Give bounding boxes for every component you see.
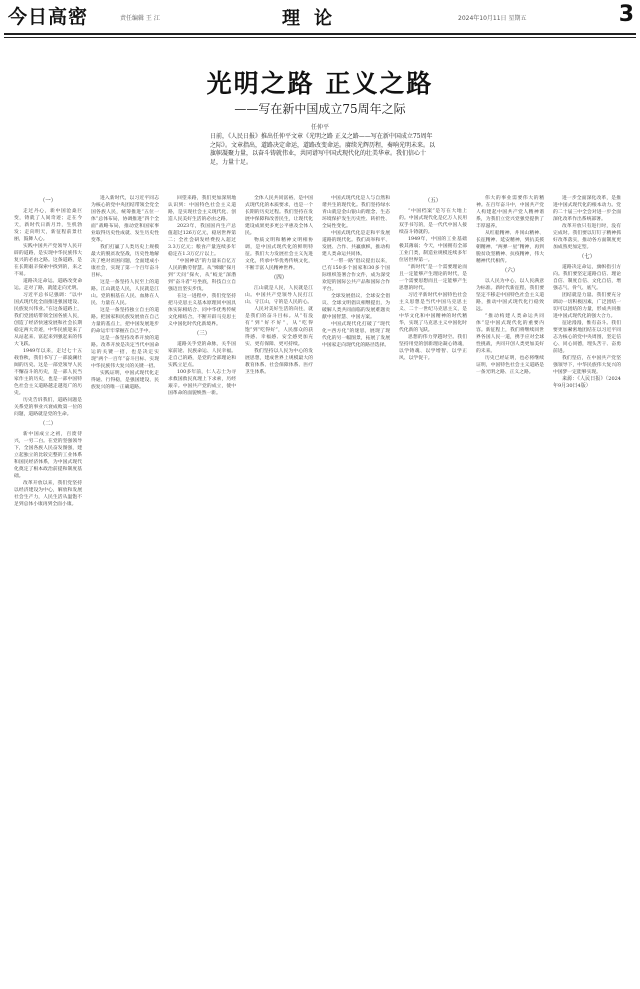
paragraph: 全球发展倡议、全球安全倡议、全球文明倡议相继提出，为破解人类共同面临的发展难题贡献中国智慧、中国方案。 [322,294,390,320]
text-column-7 [476,195,544,975]
paragraph: 团结就是力量。我们要充分调动一切积极因素，广泛团结一切可以团结的力量，形成共同推进中国式现代化的强大合力。 [553,293,621,319]
section-heading: （四） [270,275,288,281]
article-title: 光明之路 正义之路 [206,69,434,98]
article-subtitle: ——写在新中国成立75周年之际 [234,102,406,116]
section-heading: （二） [39,421,57,427]
article-author: 任仲平 [310,124,329,131]
paragraph: 道路决定命运。道路改变命运。走对了路，就能走向光明。 [14,279,82,291]
paragraph: 道路决定命运，旗帜指引方向。我们要坚定道路自信、理论自信、制度自信、文化自信，增强志气、骨气、底气。 [553,265,621,291]
paragraph: 江山就是人民，人民就是江山。中国共产党领导人民打江山、守江山，守的是人民的心。 [245,286,313,305]
paragraph: 物质文明和精神文明相协调，是中国式现代化的鲜明特征。我们大力发展社会主义先进文化，传承中华优秀传统文化，不断丰富人民精神世界。 [245,238,313,271]
article-source: 来源：《人民日报》（2024年9月30日4版） [553,376,621,389]
section-heading: （七） [578,254,596,260]
paragraph: “新时代”是一个需要理论而且一定能够产生理论的时代，是一个需要思想而且一定能够产生思想的时代。 [399,265,467,291]
paragraph: 实践中国共产党领导人民开辟的道路，是实现中华民族伟大复兴的必由之路。这条道路，是在长期艰辛探索中找到的，来之不易。 [14,244,82,277]
section-heading: （六） [501,268,519,274]
paragraph: 从红船精神、井冈山精神、长征精神、延安精神，到抗美援朝精神、“两弹一星”精神，再到脱贫攻坚精神、抗疫精神，伟大精神代代相传。 [476,231,544,264]
paragraph: 人民对美好生活的向往，就是我们的奋斗目标。从“有没有”到“好不好”，从“吃得饱”到“吃得好”，人民群众的获得感、幸福感、安全感更加充实、更有保障、更可持续。 [245,307,313,347]
paragraph: “推动构建人类命运共同体”是中国式现代化的重要内容。新征程上，我们将继续同世界各国人民一道，携手应对全球性挑战，共同开创人类更加美好的未来。 [476,314,544,354]
paragraph: “中国神话”的力量来自亿万人民的勤劳智慧。从“嫦娥”探月到“天问”探火，从“蛟龙”深潜到“奋斗者”号坐底，科技自立自强迈出坚实步伐。 [168,259,236,292]
header-rule-thin [4,37,636,38]
paragraph: 我们坚持以人民为中心的发展思想，建成世界上规模最大的教育体系、社会保障体系、医疗卫生体系。 [245,349,313,375]
paragraph: 我们打赢了人类历史上规模最大的脱贫攻坚战，历史性地解决了绝对贫困问题，全面建成小康社会，实现了第一个百年奋斗目标。 [91,245,159,278]
paragraph: 这是一条坚持人民至上的道路。江山就是人民，人民就是江山。党的根基在人民、血脉在人民、力量在人民。 [91,280,159,306]
paragraph: 征途漫漫，惟有奋斗。我们要更加紧密地团结在以习近平同志为核心的党中央周围，坚定信心、同心同德，埋头苦干、奋勇前进。 [553,321,621,354]
paragraph: 历史已经证明，也必将继续证明，中国特色社会主义道路是一条光明之路、正义之路。 [476,356,544,375]
section-heading: （五） [424,198,442,204]
paragraph: 习近平新时代中国特色社会主义思想是当代中国马克思主义、二十一世纪马克思主义，是中华文化和中国精神的时代精华，实现了马克思主义中国化时代化新的飞跃。 [399,293,467,333]
paragraph: 1949年以来，走过七十五载春秋，我们书写了一部波澜壮阔的历史。这是一部党领导人民不懈奋斗的历史，是一部人民当家作主的历史，也是一部中国特色社会主义道路越走越宽广的历史。 [14,349,82,396]
paragraph: 这是一条坚持独立自主的道路。把国家和民族发展放在自己力量的基点上，把中国发展进步的命运牢牢掌握在自己手中。 [91,308,159,334]
paragraph: 习近平总书记强调：“以中国式现代化全面推进强国建设、民族复兴伟业。”在这条道路上，我们党团结带领全国各族人民，创造了经济快速发展和社会长期稳定两大奇迹，中华民族迎来了从站起来、富起来到强起来的伟大飞跃。 [14,293,82,347]
paragraph: 走过丹心，新中国沧桑巨变，铸就了人间奇迹；走在今天，新时代日新月异，生机勃发；走向明天，新征程前景壮丽，鼓舞人心。 [14,209,82,242]
paragraph: 我们坚信，在中国共产党坚强领导下，中华民族伟大复兴的中国梦一定能够实现。 [553,356,621,375]
text-column-8 [553,195,621,975]
newspaper-brand: 今日高密 [8,6,89,28]
paragraph: 1949年，中国的工业基础极其薄弱；今天，中国拥有全部工业门类，制造业规模连续多年位居世界第一。 [399,237,467,263]
paragraph: 以人民为中心，以人民满意为标准。新时代新征程，我们要坚定不移走中国特色社会主义道路，推动中国式现代化行稳致远。 [476,279,544,312]
article-abstract: 日前，《人民日报》推出任仲平文章《光明之路 正义之路——写在新中国成立75周年之际》。文章指出，道路决定命运，道路改变命运。赓续光辉历程，奏响光明未来。以旗帜凝聚力量，以奋斗铸就伟业，共同谱写中国式现代化的壮美华章。我们信心十足，力量十足。 [210,133,436,166]
paragraph: 回望来路，我们更加深刻地认识到：中国特色社会主义道路，是实现社会主义现代化、创造人民美好生活的必由之路。 [168,196,236,222]
text-column-2 [91,195,159,975]
text-column-5 [322,195,390,975]
section-heading: （三） [193,331,211,337]
section-heading: （一） [39,198,57,204]
text-column-6 [399,195,467,975]
paragraph: “中国档案”是写在大地上的。中国式现代化是亿万人民用双手书写的，是一代代中国人接续奋斗铸就的。 [399,209,467,235]
paragraph: 改革开放以来，我们党坚持以经济建设为中心，解放和发展社会生产力，人民生活从温饱不足到总体小康再到全面小康。 [14,481,82,507]
text-column-3 [168,195,236,975]
paragraph: 中国式现代化是走和平发展道路的现代化。我们高举和平、发展、合作、共赢旗帜，推动构建人类命运共同体。 [322,231,390,257]
paragraph: “一带一路”倡议提出以来，已有150多个国家和30多个国际组织签署合作文件，成为深受欢迎的国际公共产品和国际合作平台。 [322,259,390,292]
editor-label: 责任编辑 王 江 [120,15,160,22]
paragraph: 改革开放只有进行时，没有完成时。我们要以钉钉子精神抓好改革落实，推动各方面制度更加成熟更加定型。 [553,224,621,250]
paragraph: 历史告诉我们，道路问题是关系党的事业兴衰成败第一位的问题，道路就是党的生命。 [14,398,82,417]
paragraph: 中国式现代化是人与自然和谐共生的现代化。我们坚持绿水青山就是金山银山的理念，生态环境保护发生历史性、转折性、全局性变化。 [322,196,390,229]
paragraph: 伟大的事业需要伟大的精神。在百年奋斗中，中国共产党人构建起中国共产党人精神谱系，为我们立党兴党强党提供了丰厚滋养。 [476,196,544,229]
paragraph: 新中国成立之初，百废待兴，一穷二白。在党的坚强领导下，全国各族人民奋发图强，建立起独立的比较完整的工业体系和国民经济体系，为中国式现代化奠定了根本政治前提和制度基础。 [14,432,82,479]
header-rule [4,33,636,35]
paragraph: 全体人民共同富裕，是中国式现代化的本质要求，也是一个长期的历史过程。我们坚持在发展中保障和改善民生，让现代化建设成果更多更公平惠及全体人民。 [245,196,313,236]
text-column-1 [14,195,82,975]
issue-date: 2024年10月11日 星期五 [458,15,527,22]
paragraph: 实践证明，中国式现代化走得通、行得稳，是强国建设、民族复兴的唯一正确道路。 [91,371,159,390]
paragraph: 中国式现代化打破了“现代化=西方化”的迷思，展现了现代化的另一幅图景，拓展了发展中国家走向现代化的路径选择。 [322,322,390,348]
masthead [0,0,640,34]
paragraph: 100多年前，仁人志士为寻求救国救民真理上下求索，历经艰辛。中国共产党的成立，使中国革命的面貌焕然一新。 [168,370,236,396]
section-title: 理论 [282,8,346,29]
text-column-4 [245,195,313,975]
paragraph: 道路关乎党的命脉，关乎国家前途、民族命运、人民幸福。走自己的路，是党的全部理论和实践立足点。 [168,342,236,368]
paragraph: 进一步全面深化改革，是推进中国式现代化的根本动力。党的二十届三中全会对进一步全面深化改革作出系统部署。 [553,196,621,222]
paragraph: 进入新时代，以习近平同志为核心的党中央团结带领全党全国各族人民，统筹推进“五位一体”总体布局，协调推进“四个全面”战略布局，推动党和国家事业取得历史性成就、发生历史性变革。 [91,196,159,243]
paragraph: 在这一进程中，我们党坚持把马克思主义基本原理同中国具体实际相结合、同中华优秀传统文化相结合，不断开辟马克思主义中国化时代化新境界。 [168,294,236,327]
paragraph: 这是一条坚持改革开放的道路。改革开放是决定当代中国命运的关键一招，也是决定实现“两个一百年”奋斗目标、实现中华民族伟大复兴的关键一招。 [91,336,159,369]
page-number: 3 [618,2,634,27]
paragraph: 思想的伟力穿越时空。我们坚持用党的创新理论凝心铸魂，以学铸魂、以学增智、以学正风、以学促干。 [399,335,467,361]
paragraph: 2023年，我国国内生产总值超过126万亿元，稳居世界第二；全社会研发经费投入超过3.3万亿元；粮食产量连续多年稳定在1.3万亿斤以上。 [168,224,236,257]
